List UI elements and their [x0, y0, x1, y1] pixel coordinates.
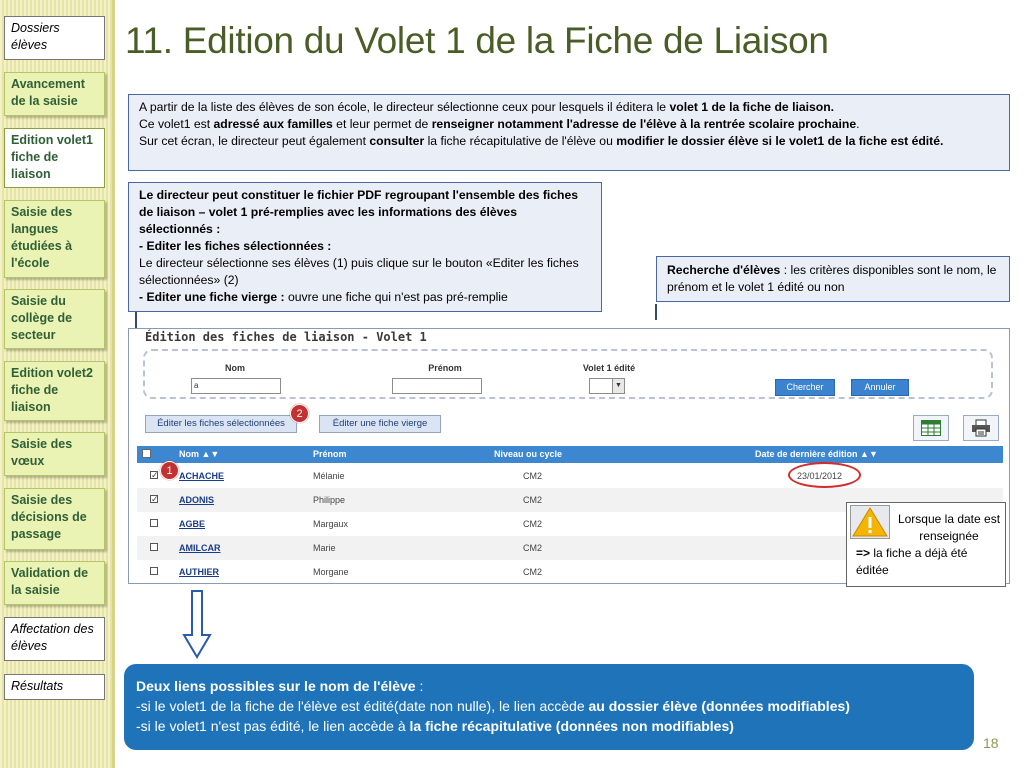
sidebar-item-label: Saisie des vœux: [11, 437, 73, 468]
row-checkbox[interactable]: [150, 543, 158, 551]
date-highlight-ellipse: [788, 462, 861, 488]
student-edit-date: 23/01/2012: [797, 471, 843, 481]
page-number: 18: [983, 735, 999, 751]
intro-line-1: A partir de la liste des élèves de son école, le directeur sélectionne ceux pour lesquels il éditera le volet 1 de la fiche de liaison.: [139, 100, 835, 114]
sidebar-item-label: Edition volet1 fiche de liaison: [11, 133, 93, 181]
pdf-text-2: - Editer les fiches sélectionnées :: [139, 239, 332, 253]
prenom-input[interactable]: [392, 378, 482, 394]
sidebar-item-voeux[interactable]: [4, 432, 105, 476]
student-name-link[interactable]: AUTHIER: [179, 567, 219, 577]
student-firstname: Marie: [313, 543, 336, 553]
pdf-text-4: - Editer une fiche vierge : ouvre une fiche qui n'est pas pré-remplie: [139, 290, 508, 304]
sidebar-item-label: Saisie des langues étudiées à l'école: [11, 205, 73, 270]
sidebar-item-dossiers-eleves[interactable]: [4, 16, 105, 60]
chevron-down-icon: ▼: [612, 379, 624, 393]
search-explanation-box: Recherche d'élèves : les critères disponibles sont le nom, le prénom et le volet 1 édité ou non: [656, 256, 1010, 302]
edit-selected-button[interactable]: Éditer les fiches sélectionnées: [145, 415, 297, 433]
warning-callout: [846, 502, 1006, 587]
intro-box: [128, 94, 1010, 171]
student-name-link[interactable]: AMILCAR: [179, 543, 221, 553]
links-info-line-2: -si le volet1 n'est pas édité, le lien accède à la fiche récapitulative (données non modifiables): [136, 718, 734, 734]
sidebar-item-label: Saisie du collège de secteur: [11, 294, 73, 342]
links-info-box: [124, 664, 974, 750]
sidebar-item-decisions[interactable]: [4, 488, 105, 550]
sidebar-item-validation[interactable]: [4, 561, 105, 605]
sidebar-item-resultats[interactable]: [4, 674, 105, 700]
student-name-link[interactable]: AGBE: [179, 519, 206, 529]
student-firstname: Philippe: [313, 495, 346, 505]
spreadsheet-icon[interactable]: [913, 415, 949, 441]
warning-text-1: Lorsque la date est renseignée: [897, 512, 1001, 543]
student-name-link[interactable]: ADONIS: [179, 495, 215, 505]
warning-text-2: => la fiche a déjà été éditée: [856, 546, 968, 577]
links-info-heading: Deux liens possibles sur le nom de l'élève :: [136, 678, 424, 694]
annuler-button[interactable]: Annuler: [851, 379, 909, 396]
sidebar-item-label: Avancement de la saisie: [11, 77, 85, 108]
sidebar-item-langues[interactable]: [4, 200, 105, 278]
sidebar-item-label: Affectation des élèves: [11, 622, 94, 653]
sidebar-item-label: Edition volet2 fiche de liaison: [11, 366, 93, 414]
sidebar-item-label: Validation de la saisie: [11, 566, 89, 597]
sidebar-edge: [112, 0, 115, 768]
app-title: Édition des fiches de liaison - Volet 1: [145, 330, 427, 344]
nom-label: Nom: [225, 363, 245, 373]
page-title: 11. Edition du Volet 1 de la Fiche de Liaison: [125, 20, 829, 61]
student-level: CM2: [523, 495, 543, 505]
student-firstname: Mélanie: [313, 471, 345, 481]
volet-label: Volet 1 édité: [582, 363, 636, 373]
sidebar-item-edition-volet2[interactable]: [4, 361, 105, 421]
header-nom[interactable]: Nom ▲▼: [179, 449, 220, 459]
chercher-button[interactable]: Chercher: [775, 379, 835, 396]
sidebar-item-label: Saisie des décisions de passage: [11, 493, 87, 541]
student-level: CM2: [523, 519, 543, 529]
sort-icon: ▲▼: [201, 449, 220, 459]
sidebar-item-college[interactable]: [4, 289, 105, 349]
sidebar-item-edition-volet1[interactable]: [4, 128, 105, 188]
row-checkbox[interactable]: ✓: [151, 494, 159, 504]
header-prenom: Prénom: [313, 449, 347, 459]
student-level: CM2: [523, 567, 543, 577]
select-all-checkbox[interactable]: [142, 449, 151, 458]
student-level: CM2: [523, 543, 543, 553]
pdf-text-1: Le directeur peut constituer le fichier PDF regroupant l'ensemble des fiches de liaison – volet 1 pré-remplies avec les informations des élèves sélectionnés :: [139, 188, 579, 236]
arrow-down-icon: [182, 590, 212, 660]
annotation-badge-2: 2: [290, 404, 309, 423]
print-icon[interactable]: [963, 415, 999, 441]
prenom-label: Prénom: [428, 363, 462, 373]
annotation-badge-1: 1: [160, 461, 179, 480]
pdf-explanation-box: [128, 182, 602, 312]
warning-icon: [850, 505, 890, 539]
table-header: [137, 446, 1003, 463]
sidebar-item-avancement[interactable]: [4, 72, 105, 116]
row-checkbox[interactable]: [150, 567, 158, 575]
student-name-link[interactable]: ACHACHE: [179, 471, 224, 481]
links-info-line-1: -si le volet1 de la fiche de l'élève est édité(date non nulle), le lien accède au dossier élève (données modifiables): [136, 698, 850, 714]
arrow-line-right: [655, 304, 657, 320]
sidebar-item-label: Résultats: [11, 679, 64, 693]
intro-line-3: Sur cet écran, le directeur peut également consulter la fiche récapitulative de l'élève ou modifier le dossier élève si le volet1 de la fiche est édité.: [139, 134, 944, 148]
row-checkbox[interactable]: ✓: [151, 470, 159, 480]
header-date[interactable]: Date de dernière édition ▲▼: [755, 449, 878, 459]
sidebar-item-label: Dossiers élèves: [11, 21, 60, 52]
header-niveau: Niveau ou cycle: [494, 449, 563, 459]
pdf-text-3: Le directeur sélectionne ses élèves (1) puis clique sur le bouton «Editer les fiches sélectionnées» (2): [139, 256, 579, 287]
row-checkbox[interactable]: [150, 519, 158, 527]
intro-line-2: Ce volet1 est adressé aux familles et leur permet de renseigner notamment l'adresse de l'élève à la rentrée scolaire prochaine.: [139, 117, 860, 131]
sidebar-item-affectation[interactable]: [4, 617, 105, 661]
table-row: [137, 464, 1003, 488]
student-firstname: Margaux: [313, 519, 349, 529]
sort-icon: ▲▼: [860, 449, 878, 459]
nom-input[interactable]: a: [191, 378, 281, 394]
student-level: CM2: [523, 471, 543, 481]
volet-select[interactable]: [589, 378, 625, 394]
student-firstname: Morgane: [313, 567, 349, 577]
edit-blank-button[interactable]: Éditer une fiche vierge: [319, 415, 441, 433]
